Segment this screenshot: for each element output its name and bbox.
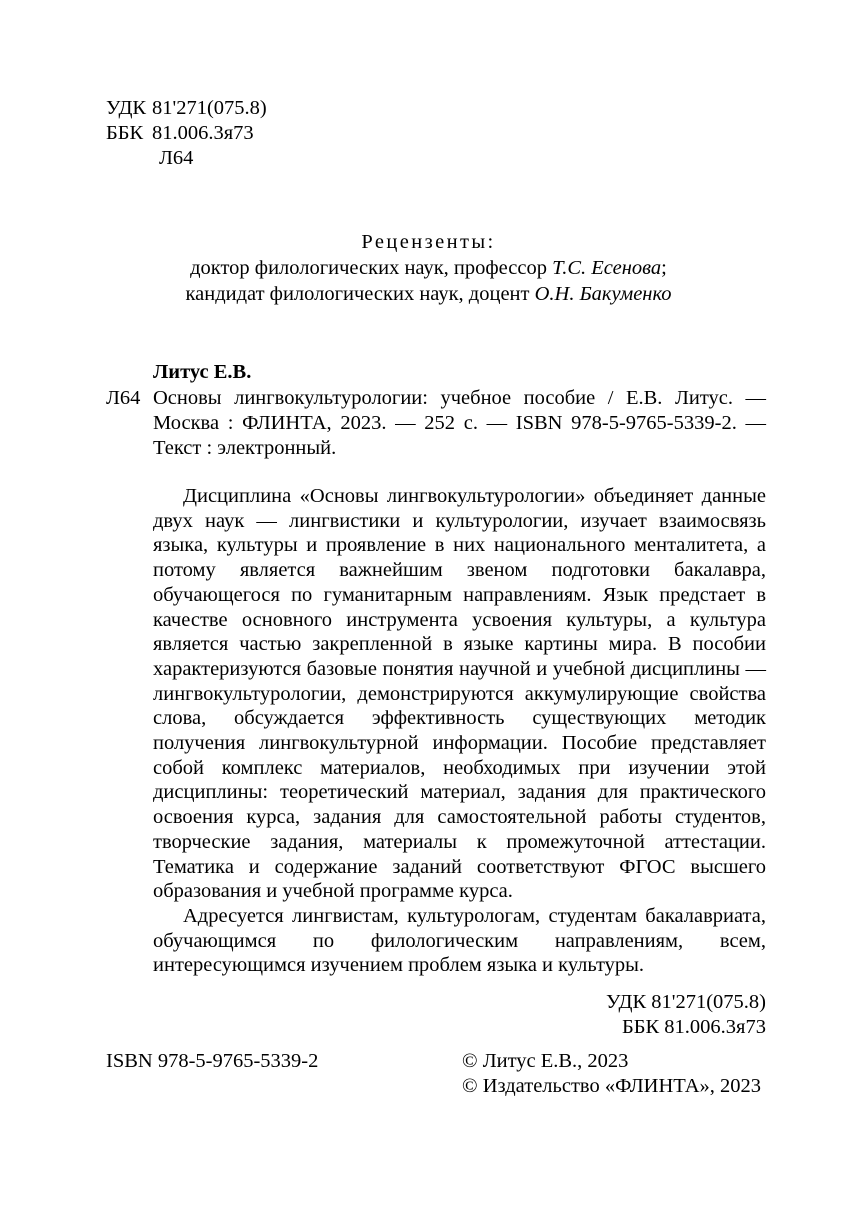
reviewer-2-title: кандидат филологических наук, доцент [185,283,535,305]
bbk-label: ББК [106,122,144,144]
copyright-author: © Литус Е.В., 2023 [462,1050,629,1072]
reviewers-block [0,229,857,307]
footer-codes [606,990,766,1040]
annotation-paragraph-1: Дисциплина «Основы лингвокультурологии» объединяет данные двух наук — лингвистики и культурологии, изучает взаимосвязь языка, культуры и проявление в них национального менталитета, а потому является важнейшим звеном подготовки бакалавра, обучающегося по гуманитарным направлениям. Язык предстает в качестве основного инструмента усвоения культуры, а культура является частью закрепленной в языке картины мира. В пособии характеризуются базовые понятия научной и учебной дисциплины — лингвокультурологии, демонстрируются аккумулирующие свойства слова, обсуждается эффективность существующих методик получения лингвокультурной информации. Пособие представляет собой комплекс материалов, необходимых при изучении этой дисциплины: теоретический материал, задания для практического освоения курса, задания для самостоятельной работы студентов, творческие задания, материалы к промежуточной аттестации. Тематика и содержание заданий соответствуют ФГОС высшего образования и учебной программе курса. [153,485,766,903]
bibliographic-description: Основы лингвокультурологии: учебное пособие / Е.В. Литус. — Москва : ФЛИНТА, 2023. — 252 с. — ISBN 978-5-9765-5339-2. — Текст : электронный. [153,387,766,459]
reviewers-heading: Рецензенты: [361,231,496,253]
udk-row [106,96,267,121]
reviewer-1 [0,255,857,281]
cutter-mark: Л64 [106,387,141,409]
reviewer-1-name: Т.С. Есенова [552,257,662,279]
annotation-paragraph-2: Адресуется лингвистам, культурологам, студентам бакалавриата, обучающимся по филологическим направлениям, всем, интересующимся изучением проблем языка и культуры. [153,904,766,977]
classification-block [106,96,267,171]
author-heading: Литус Е.В. [153,361,252,383]
reviewer-2-name: О.Н. Бакуменко [534,283,672,305]
reviewer-2 [0,281,857,307]
udk-code: 81'271(075.8) [152,97,267,119]
footer-udk: УДК 81'271(075.8) [606,991,766,1013]
bbk-code: 81.006.3я73 [152,122,254,144]
isbn: ISBN 978-5-9765-5339-2 [106,1050,319,1072]
reviewer-1-end: ; [661,257,667,279]
footer-bbk: ББК 81.006.3я73 [621,1016,766,1038]
copyrights [462,1049,761,1099]
copyright-publisher: © Издательство «ФЛИНТА», 2023 [462,1075,762,1097]
reviewer-1-title: доктор филологических наук, профессор [190,257,553,279]
cutter-code: Л64 [159,147,194,169]
bbk-row [106,121,267,146]
udk-label: УДК [106,97,147,119]
annotation [153,484,766,978]
